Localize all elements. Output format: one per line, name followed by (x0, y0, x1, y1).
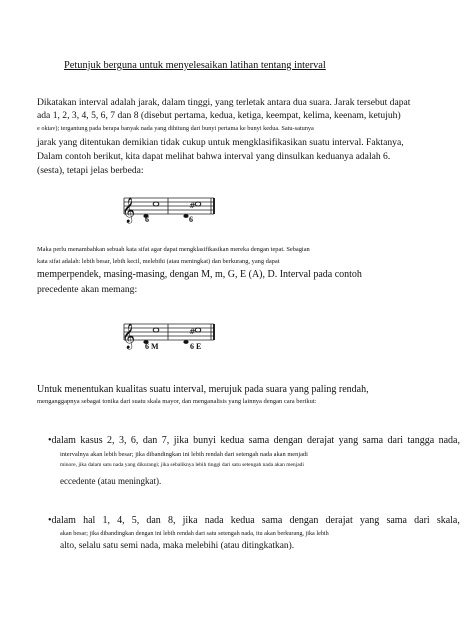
bullet2-line3: alto, selalu satu semi nada, maka melebihi (atau ditingkatkan). (60, 541, 295, 551)
interval-label-2: 6 (189, 215, 193, 224)
note-lower-2 (183, 214, 188, 218)
interval-label-1: 6 (145, 215, 149, 224)
bullet1-line3: minore, jika dalam satu nada yang dikurangi; jika sebaliknya lebih tinggi dari satu setengah nada akan menjadi (60, 462, 304, 468)
para1-line5: Dalam contoh berikut, kita dapat melihat bahwa interval yang dinsulkan keduanya adalah 6. (37, 151, 391, 162)
note-upper-2 (195, 202, 201, 206)
note-upper-1 (153, 328, 159, 332)
treble-clef-icon: 𝄞 (122, 198, 136, 223)
para1-line3: e oktav); tergantung pada berapa banyak nada yang dihitung dari bunyi pertama ke bunyi kedua. Satu-satunya (37, 125, 314, 132)
note-lower-2 (183, 340, 188, 344)
para1-line6: (sesta), tetapi jelas berbeda: (37, 165, 144, 176)
bullet2-line2: akan besar; jika dibandingkan dengan ini lebih rendah dari satu setengah nada, itu akan berkurang, jika lebih (60, 530, 329, 537)
para1-line2: ada 1, 2, 3, 4, 5, 6, 7 dan 8 (disebut pertama, kedua, ketiga, keempat, kelima, keenam, ketujuh) (37, 110, 401, 121)
bullet1-line2: intervalnya akan lebih besar; jika dibandingkan ini lebih rendah dari setengah nada akan menjadi (60, 451, 308, 458)
para3-line2: menganggapnya sebagai tonika dari suatu skala mayor, dan menganalisis yang lainnya dengan cara berikut: (37, 398, 317, 405)
music-staff-example-2 (118, 314, 218, 358)
note-upper-1 (153, 202, 159, 206)
treble-clef-icon: 𝄞 (122, 324, 136, 349)
music-staff-example-1 (118, 188, 218, 232)
para1-line4: jarak yang ditentukan demikian tidak cukup untuk mengklasifikasikan suatu interval. Faktanya, (37, 137, 404, 148)
interval-label-augmented: 6 E (190, 342, 202, 351)
sharp-icon: # (189, 327, 196, 336)
sharp-icon: # (189, 201, 196, 210)
note-upper-2 (195, 328, 201, 332)
bullet2-line1: •dalam hal 1, 4, 5, dan 8, jika nada kedua sama dengan derajat yang sama dari skala, (48, 515, 460, 526)
para2-line3: memperpendek, masing-masing, dengan M, m, G, E (A), D. Interval pada contoh (37, 269, 362, 280)
para2-line4: precedente akan memang: (37, 284, 138, 295)
para2-line2: kata sifat adalah: lebih besar, lebih kecil, melebihi (atau meningkat) dan berkurang, yang dapat (37, 258, 280, 265)
para2-line1: Maka perlu menambahkan sebuah kata sifat agar dapat mengklasifikasikan mereka dengan tepat. Sebagian (37, 246, 310, 253)
para3-line1: Untuk menentukan kualitas suatu interval, merujuk pada suara yang paling rendah, (37, 384, 369, 395)
bullet1-line1: •dalam kasus 2, 3, 6, dan 7, jika bunyi kedua sama dengan derajat yang sama dari tangga nada, (48, 435, 460, 446)
bullet1-line4: eccedente (atau meningkat). (60, 476, 162, 486)
page-title: Petunjuk berguna untuk menyelesaikan latihan tentang interval (64, 60, 326, 71)
para1-line1: Dikatakan interval adalah jarak, dalam tinggi, yang terletak antara dua suara. Jarak tersebut dapat (37, 97, 411, 108)
interval-label-major: 6 M (145, 342, 159, 351)
